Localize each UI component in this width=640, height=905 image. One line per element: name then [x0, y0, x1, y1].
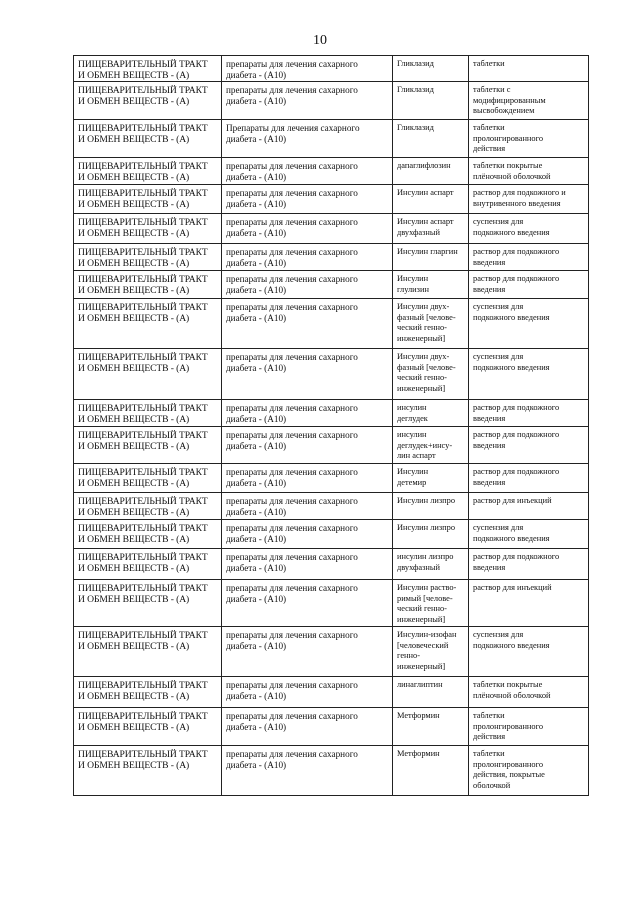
therapeutic-group-cell: ПИЩЕВАРИТЕЛЬНЫЙ ТРАКТ И ОБМЕН ВЕЩЕСТВ - (А)	[74, 580, 222, 627]
drug-name-cell: Инсулин аспарт	[393, 185, 469, 214]
drug-name-cell: Инсулин аспарт двухфазный	[393, 214, 469, 244]
drug-name-cell: Инсулин-изофан [человеческий генно- инженерный]	[393, 627, 469, 677]
table-row	[74, 520, 589, 549]
dosage-form-cell: раствор для подкожного введения	[469, 400, 589, 427]
pharmacological-subgroup-cell: препараты для лечения сахарного диабета - (А10)	[222, 244, 393, 271]
drug-name-cell: Инсулин детемир	[393, 464, 469, 493]
table-row	[74, 427, 589, 464]
pharmacological-subgroup-cell: препараты для лечения сахарного диабета - (А10)	[222, 520, 393, 549]
pharmacological-subgroup-cell: препараты для лечения сахарного диабета - (А10)	[222, 56, 393, 82]
dosage-form-cell: суспензия для подкожного введения	[469, 627, 589, 677]
drug-name-cell: Инсулин лизпро	[393, 493, 469, 520]
drug-name-cell: Инсулин двух- фазный [челове- ческий генно- инженерный]	[393, 299, 469, 349]
page-number: 10	[313, 33, 327, 48]
drug-name-cell: Метформин	[393, 746, 469, 796]
drug-name-cell: линаглиптин	[393, 677, 469, 708]
therapeutic-group-cell: ПИЩЕВАРИТЕЛЬНЫЙ ТРАКТ И ОБМЕН ВЕЩЕСТВ - (А)	[74, 493, 222, 520]
drug-table-container	[73, 55, 588, 796]
table-row	[74, 185, 589, 214]
drug-name-cell: инсулин лизпро двухфазный	[393, 549, 469, 580]
drug-name-cell: инсулин деглудек+инсу- лин аспарт	[393, 427, 469, 464]
dosage-form-cell: таблетки пролонгированного действия	[469, 120, 589, 158]
table-row	[74, 708, 589, 746]
therapeutic-group-cell: ПИЩЕВАРИТЕЛЬНЫЙ ТРАКТ И ОБМЕН ВЕЩЕСТВ - (А)	[74, 244, 222, 271]
therapeutic-group-cell: ПИЩЕВАРИТЕЛЬНЫЙ ТРАКТ И ОБМЕН ВЕЩЕСТВ - (А)	[74, 427, 222, 464]
pharmacological-subgroup-cell: препараты для лечения сахарного диабета - (А10)	[222, 400, 393, 427]
therapeutic-group-cell: ПИЩЕВАРИТЕЛЬНЫЙ ТРАКТ И ОБМЕН ВЕЩЕСТВ - (А)	[74, 677, 222, 708]
drug-name-cell: Гликлазид	[393, 56, 469, 82]
drug-name-cell: Инсулин двух- фазный [челове- ческий генно- инженерный]	[393, 349, 469, 400]
table-row	[74, 56, 589, 82]
pharmacological-subgroup-cell: препараты для лечения сахарного диабета - (А10)	[222, 214, 393, 244]
therapeutic-group-cell: ПИЩЕВАРИТЕЛЬНЫЙ ТРАКТ И ОБМЕН ВЕЩЕСТВ - (А)	[74, 349, 222, 400]
therapeutic-group-cell: ПИЩЕВАРИТЕЛЬНЫЙ ТРАКТ И ОБМЕН ВЕЩЕСТВ - (А)	[74, 400, 222, 427]
therapeutic-group-cell: ПИЩЕВАРИТЕЛЬНЫЙ ТРАКТ И ОБМЕН ВЕЩЕСТВ - (А)	[74, 214, 222, 244]
table-row	[74, 464, 589, 493]
dosage-form-cell: раствор для инъекций	[469, 580, 589, 627]
drug-name-cell: Гликлазид	[393, 120, 469, 158]
drug-name-cell: инсулин деглудек	[393, 400, 469, 427]
table-row	[74, 493, 589, 520]
therapeutic-group-cell: ПИЩЕВАРИТЕЛЬНЫЙ ТРАКТ И ОБМЕН ВЕЩЕСТВ - (А)	[74, 120, 222, 158]
dosage-form-cell: таблетки покрытые плёночной оболочкой	[469, 677, 589, 708]
therapeutic-group-cell: ПИЩЕВАРИТЕЛЬНЫЙ ТРАКТ И ОБМЕН ВЕЩЕСТВ - (А)	[74, 627, 222, 677]
dosage-form-cell: суспензия для подкожного введения	[469, 520, 589, 549]
dosage-form-cell: таблетки покрытые плёночной оболочкой	[469, 158, 589, 185]
pharmacological-subgroup-cell: препараты для лечения сахарного диабета - (А10)	[222, 677, 393, 708]
drug-name-cell: Инсулин лизпро	[393, 520, 469, 549]
dosage-form-cell: раствор для подкожного введения	[469, 427, 589, 464]
drug-name-cell: Инсулин раство- римый [челове- ческий генно- инженерный]	[393, 580, 469, 627]
dosage-form-cell: раствор для подкожного и внутривенного введения	[469, 185, 589, 214]
therapeutic-group-cell: ПИЩЕВАРИТЕЛЬНЫЙ ТРАКТ И ОБМЕН ВЕЩЕСТВ - (А)	[74, 56, 222, 82]
dosage-form-cell: раствор для подкожного введения	[469, 244, 589, 271]
dosage-form-cell: таблетки с модифицированным высвобождением	[469, 82, 589, 120]
table-row	[74, 299, 589, 349]
therapeutic-group-cell: ПИЩЕВАРИТЕЛЬНЫЙ ТРАКТ И ОБМЕН ВЕЩЕСТВ - (А)	[74, 185, 222, 214]
pharmacological-subgroup-cell: препараты для лечения сахарного диабета - (А10)	[222, 185, 393, 214]
pharmacological-subgroup-cell: препараты для лечения сахарного диабета - (А10)	[222, 580, 393, 627]
dosage-form-cell: раствор для подкожного введения	[469, 464, 589, 493]
dosage-form-cell: суспензия для подкожного введения	[469, 299, 589, 349]
therapeutic-group-cell: ПИЩЕВАРИТЕЛЬНЫЙ ТРАКТ И ОБМЕН ВЕЩЕСТВ - (А)	[74, 271, 222, 299]
therapeutic-group-cell: ПИЩЕВАРИТЕЛЬНЫЙ ТРАКТ И ОБМЕН ВЕЩЕСТВ - (А)	[74, 549, 222, 580]
drug-table	[73, 55, 589, 796]
drug-name-cell: Гликлазид	[393, 82, 469, 120]
table-row	[74, 271, 589, 299]
table-row	[74, 400, 589, 427]
therapeutic-group-cell: ПИЩЕВАРИТЕЛЬНЫЙ ТРАКТ И ОБМЕН ВЕЩЕСТВ - (А)	[74, 520, 222, 549]
pharmacological-subgroup-cell: препараты для лечения сахарного диабета - (А10)	[222, 158, 393, 185]
table-row	[74, 627, 589, 677]
therapeutic-group-cell: ПИЩЕВАРИТЕЛЬНЫЙ ТРАКТ И ОБМЕН ВЕЩЕСТВ - (А)	[74, 464, 222, 493]
pharmacological-subgroup-cell: препараты для лечения сахарного диабета - (А10)	[222, 627, 393, 677]
pharmacological-subgroup-cell: препараты для лечения сахарного диабета - (А10)	[222, 493, 393, 520]
table-row	[74, 214, 589, 244]
pharmacological-subgroup-cell: препараты для лечения сахарного диабета - (А10)	[222, 549, 393, 580]
table-row	[74, 580, 589, 627]
table-row	[74, 677, 589, 708]
dosage-form-cell: таблетки пролонгированного действия	[469, 708, 589, 746]
dosage-form-cell: раствор для подкожного введения	[469, 271, 589, 299]
pharmacological-subgroup-cell: препараты для лечения сахарного диабета - (А10)	[222, 427, 393, 464]
pharmacological-subgroup-cell: Препараты для лечения сахарного диабета - (А10)	[222, 120, 393, 158]
dosage-form-cell: таблетки пролонгированного действия, покрытые оболочкой	[469, 746, 589, 796]
pharmacological-subgroup-cell: препараты для лечения сахарного диабета - (А10)	[222, 299, 393, 349]
dosage-form-cell: раствор для инъекций	[469, 493, 589, 520]
pharmacological-subgroup-cell: препараты для лечения сахарного диабета - (А10)	[222, 271, 393, 299]
therapeutic-group-cell: ПИЩЕВАРИТЕЛЬНЫЙ ТРАКТ И ОБМЕН ВЕЩЕСТВ - (А)	[74, 746, 222, 796]
drug-table-body	[74, 56, 589, 796]
dosage-form-cell: суспензия для подкожного введения	[469, 214, 589, 244]
table-row	[74, 349, 589, 400]
table-row	[74, 158, 589, 185]
pharmacological-subgroup-cell: препараты для лечения сахарного диабета - (А10)	[222, 349, 393, 400]
dosage-form-cell: таблетки	[469, 56, 589, 82]
therapeutic-group-cell: ПИЩЕВАРИТЕЛЬНЫЙ ТРАКТ И ОБМЕН ВЕЩЕСТВ - (А)	[74, 158, 222, 185]
table-row	[74, 120, 589, 158]
pharmacological-subgroup-cell: препараты для лечения сахарного диабета - (А10)	[222, 464, 393, 493]
table-row	[74, 549, 589, 580]
pharmacological-subgroup-cell: препараты для лечения сахарного диабета - (А10)	[222, 746, 393, 796]
pharmacological-subgroup-cell: препараты для лечения сахарного диабета - (А10)	[222, 82, 393, 120]
therapeutic-group-cell: ПИЩЕВАРИТЕЛЬНЫЙ ТРАКТ И ОБМЕН ВЕЩЕСТВ - (А)	[74, 708, 222, 746]
drug-name-cell: Инсулин гларгин	[393, 244, 469, 271]
dosage-form-cell: суспензия для подкожного введения	[469, 349, 589, 400]
therapeutic-group-cell: ПИЩЕВАРИТЕЛЬНЫЙ ТРАКТ И ОБМЕН ВЕЩЕСТВ - (А)	[74, 299, 222, 349]
drug-name-cell: Инсулин глулизин	[393, 271, 469, 299]
table-row	[74, 746, 589, 796]
therapeutic-group-cell: ПИЩЕВАРИТЕЛЬНЫЙ ТРАКТ И ОБМЕН ВЕЩЕСТВ - (А)	[74, 82, 222, 120]
drug-name-cell: Метформин	[393, 708, 469, 746]
dosage-form-cell: раствор для подкожного введения	[469, 549, 589, 580]
table-row	[74, 82, 589, 120]
table-row	[74, 244, 589, 271]
pharmacological-subgroup-cell: препараты для лечения сахарного диабета - (А10)	[222, 708, 393, 746]
drug-name-cell: дапаглифлозин	[393, 158, 469, 185]
